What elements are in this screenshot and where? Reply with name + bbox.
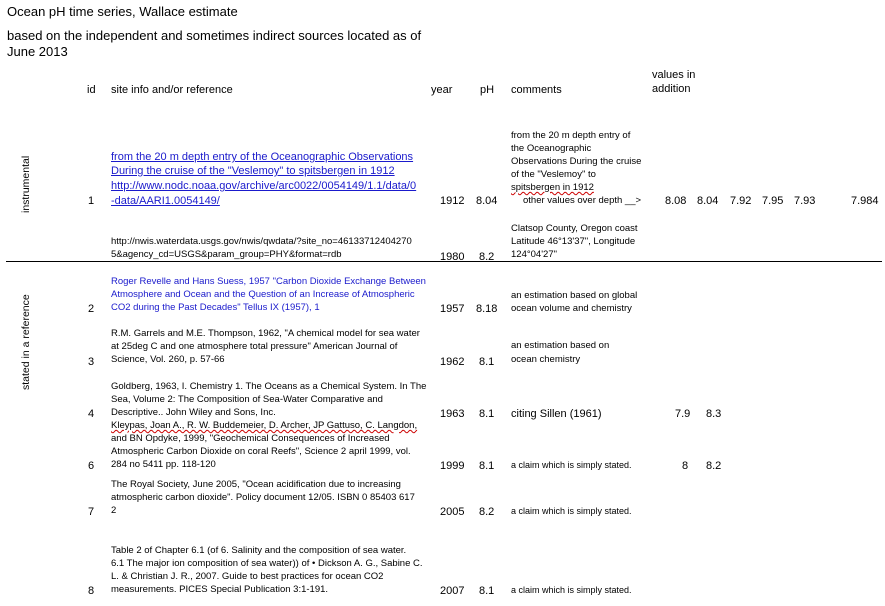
reference-link[interactable]: from the 20 m depth entry of the Oceanographic Observations <box>111 151 414 163</box>
ph-value: 8.1 <box>479 356 495 368</box>
ph-value: 8.04 <box>476 195 498 207</box>
comment-text: Clatsop County, Oregon coast <box>511 223 638 234</box>
reference-text: Atmospheric Carbon Dioxide on coral Reefs", Science 2 april 1999, vol. <box>111 446 411 457</box>
additional-value: 7.95 <box>762 195 784 207</box>
ph-value: 8.1 <box>479 585 495 597</box>
section-label-instrumental: instrumental <box>20 155 32 213</box>
row-id: 6 <box>88 460 95 472</box>
reference-text: 2 <box>111 505 117 516</box>
reference-text: Sea, Volume 2: The Composition of Sea-Water Comparative and <box>111 394 383 405</box>
year-value: 2005 <box>440 506 465 518</box>
reference-text: and BN Opdyke, 1999, "Geochemical Consequences of Increased <box>111 433 390 444</box>
reference-text: 6.1 The major ion composition of sea water)) of • Dickson A. G., Sabine C. <box>111 558 423 569</box>
reference-text: 284 no 5411 pp. 118-120 <box>111 459 216 470</box>
additional-value: 8.08 <box>665 195 687 207</box>
comment-text: a claim which is simply stated. <box>511 460 632 470</box>
url-text: 5&agency_cd=USGS&param_group=PHY&format=rdb <box>111 249 342 260</box>
comment-text: a claim which is simply stated. <box>511 506 632 516</box>
header-comments: comments <box>511 84 562 96</box>
header-ph: pH <box>480 84 495 96</box>
row-id: 2 <box>88 303 95 315</box>
ph-value: 8.2 <box>479 506 495 518</box>
comment-text: ocean chemistry <box>511 354 581 365</box>
page-subtitle: based on the independent and sometimes indirect sources located as of <box>7 28 422 43</box>
row-id: 4 <box>88 408 95 420</box>
row-id: 1 <box>88 195 95 207</box>
reference-link[interactable]: During the cruise of the "Veslemoy" to spitsbergen in 1912 <box>111 165 395 177</box>
reference-text: at 25deg C and one atmosphere total pressure" American Journal of <box>111 341 398 352</box>
comment-text: an estimation based on global <box>511 290 638 301</box>
reference-text: atmospheric carbon dioxide". Policy document 12/05. ISBN 0 85403 617 <box>111 492 415 503</box>
additional-value: 8.2 <box>706 460 722 472</box>
reference-text: L. & Christian J. R., 2007. Guide to best practices for ocean CO2 <box>111 571 384 582</box>
header-id: id <box>87 84 96 96</box>
row-id: 3 <box>88 356 95 368</box>
url-link[interactable]: http://www.nodc.noaa.gov/archive/arc0022/0054149/1.1/data/0 <box>111 180 417 192</box>
reference-text: Science, Vol. 260, p. 57-66 <box>111 354 225 365</box>
header-site: site info and/or reference <box>111 84 233 96</box>
additional-value: 7.984 <box>851 195 879 207</box>
ph-value: 8.2 <box>479 251 495 263</box>
comment-text: the Oceanographic <box>511 143 592 154</box>
url-link[interactable]: -data/AARI1.0054149/ <box>111 195 220 207</box>
header-values-in: values in <box>652 69 696 81</box>
comment-text: Latitude 46°13'37", Longitude <box>511 236 636 247</box>
page-title: Ocean pH time series, Wallace estimate <box>7 4 238 19</box>
comment-text: from the 20 m depth entry of <box>511 130 631 141</box>
reference-text: Roger Revelle and Hans Suess, 1957 "Carbon Dioxide Exchange Between <box>111 276 426 287</box>
row-id: 7 <box>88 506 95 518</box>
ph-value: 8.18 <box>476 303 498 315</box>
comment-text: other values over depth __> <box>523 195 642 206</box>
row-id: 8 <box>88 585 95 597</box>
year-value: 1957 <box>440 303 465 315</box>
reference-text: CO2 during the Past Decades" Tellus IX (1957), 1 <box>111 302 320 313</box>
additional-value: 8.04 <box>697 195 719 207</box>
header-year: year <box>431 84 453 96</box>
year-value: 1962 <box>440 356 465 368</box>
header-addition: addition <box>652 83 691 95</box>
comment-text: 124°04'27" <box>511 249 557 260</box>
comment-text: a claim which is simply stated. <box>511 585 632 595</box>
comment-text: spitsbergen in 1912 <box>511 182 594 193</box>
ph-value: 8.1 <box>479 408 495 420</box>
ph-value: 8.1 <box>479 460 495 472</box>
year-value: 2007 <box>440 585 465 597</box>
reference-text: Descriptive.. John Wiley and Sons, Inc. <box>111 407 276 418</box>
reference-text: measurements. PICES Special Publication 3:1-191. <box>111 584 329 595</box>
year-value: 1912 <box>440 195 465 207</box>
year-value: 1980 <box>440 251 465 263</box>
additional-value: 7.92 <box>730 195 752 207</box>
comment-text: of the "Veslemoy" to <box>511 169 596 180</box>
reference-text: R.M. Garrels and M.E. Thompson, 1962, "A chemical model for sea water <box>111 328 420 339</box>
comment-text: Observations During the cruise <box>511 156 642 167</box>
year-value: 1963 <box>440 408 465 420</box>
url-text: http://nwis.waterdata.usgs.gov/nwis/qwdata/?site_no=46133712404270 <box>111 236 412 247</box>
year-value: 1999 <box>440 460 465 472</box>
reference-text: The Royal Society, June 2005, "Ocean acidification due to increasing <box>111 479 401 490</box>
additional-value: 8 <box>682 460 689 472</box>
reference-text: Table 2 of Chapter 6.1 (of 6. Salinity and the composition of sea water. <box>111 545 407 556</box>
reference-text: Atmosphere and Ocean and the Question of an Increase of Atmospheric <box>111 289 415 300</box>
page-subtitle-date: June 2013 <box>7 44 68 59</box>
section-label-stated: stated in a reference <box>20 294 32 390</box>
reference-text: Goldberg, 1963, I. Chemistry 1. The Oceans as a Chemical System. In The <box>111 381 427 392</box>
additional-value: 7.93 <box>794 195 816 207</box>
comment-text: citing Sillen (1961) <box>511 408 602 420</box>
reference-text: Kleypas, Joan A., R. W. Buddemeier, D. Archer, JP Gattuso, C. Langdon, <box>111 420 418 431</box>
additional-value: 8.3 <box>706 408 722 420</box>
comment-text: ocean volume and chemistry <box>511 303 632 314</box>
comment-text: an estimation based on <box>511 340 610 351</box>
additional-value: 7.9 <box>675 408 691 420</box>
